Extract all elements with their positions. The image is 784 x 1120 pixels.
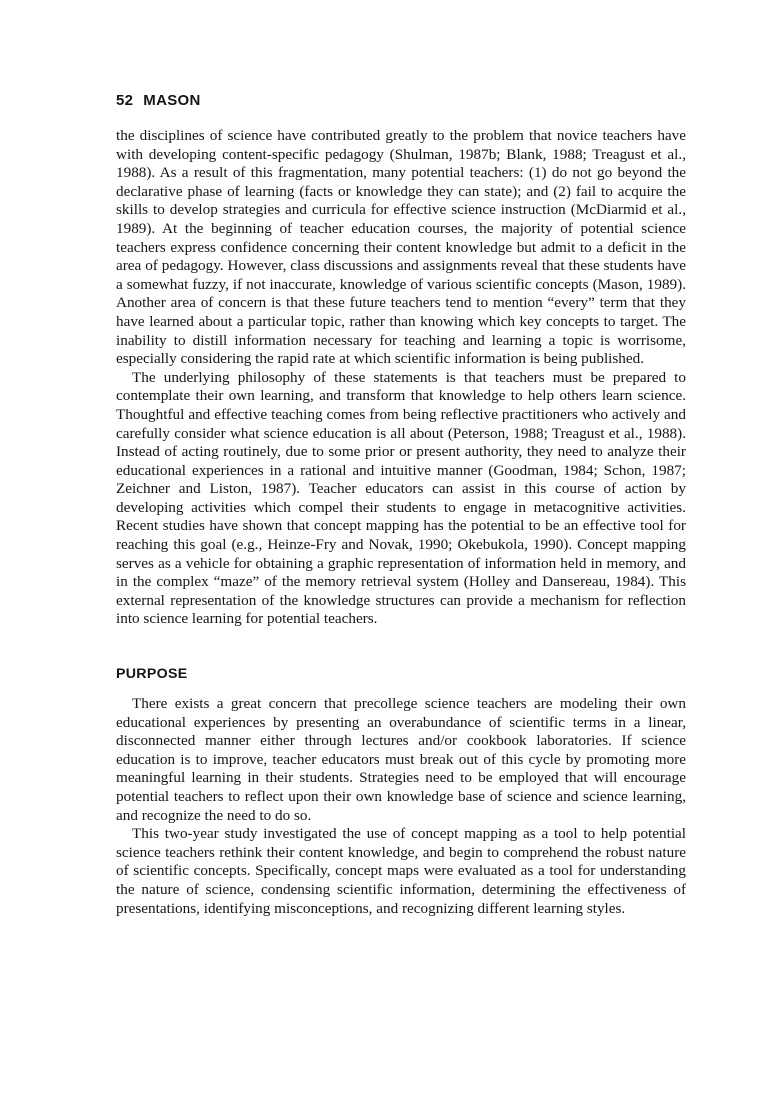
running-head	[116, 92, 686, 110]
paragraph: There exists a great concern that precollege science teachers are modeling their own educational experiences by presenting an overabundance of scientific terms in a linear, disconnected manner either through lectures and/or cookbook laboratories. If science education is to improve, teacher educators must break out of this cycle by promoting more meaningful learning in their students. Strategies need to be employed that will encourage potential teachers to reflect upon their own knowledge base of science and science learning, and recognize the need to do so.	[116, 695, 686, 824]
paragraph: This two-year study investigated the use of concept mapping as a tool to help potential science teachers rethink their content knowledge, and begin to comprehend the robust nature of scientific concepts. Specifically, concept maps were evaluated as a tool for understanding the nature of science, condensing scientific information, determining the effectiveness of presentations, identifying misconceptions, and recognizing different learning styles.	[116, 825, 686, 917]
purpose-section	[116, 695, 686, 918]
page	[116, 92, 686, 918]
section-heading-purpose: PURPOSE	[116, 666, 188, 683]
paragraph: The underlying philosophy of these statements is that teachers must be prepared to contemplate their own learning, and transform that knowledge to help others learn science. Thoughtful and effective teaching comes from being reflective practitioners who actively and carefully consider what science education is all about (Peterson, 1988; Treagust et al., 1988). Instead of acting routinely, due to some prior or present authority, they need to analyze their educational experiences in a rational and intuitive manner (Goodman, 1984; Schon, 1987; Zeichner and Liston, 1987). Teacher educators can assist in this course of action by developing activities which compel their students to engage in metacognitive activities. Recent studies have shown that concept mapping has the potential to be an effective tool for reaching this goal (e.g., Heinze-Fry and Novak, 1990; Okebukola, 1990). Concept mapping serves as a vehicle for obtaining a graphic representation of information held in memory, and in the complex “maze” of the memory retrieval system (Holley and Dansereau, 1984). This external representation of the knowledge structures can provide a mechanism for reflection into science learning for potential teachers.	[116, 368, 686, 628]
intro-section	[116, 127, 686, 629]
page-number: 52	[116, 92, 134, 109]
running-title: MASON	[143, 92, 201, 109]
paragraph: the disciplines of science have contributed greatly to the problem that novice teachers have with developing content-specific pedagogy (Shulman, 1987b; Blank, 1988; Treagust et al., 1988). As a result of this fragmentation, many potential teachers: (1) do not go beyond the declarative phase of learning (facts or knowledge they can state); and (2) fail to acquire the skills to develop strategies and curricula for effective science instruction (McDiarmid et al., 1989). At the beginning of teacher education courses, the majority of potential science teachers express confidence concerning their content knowledge but admit to a deficit in the area of pedagogy. However, class discussions and assignments reveal that these students have a somewhat fuzzy, if not inaccurate, knowledge of various scientific concepts (Mason, 1989). Another area of concern is that these future teachers tend to mention “every” term that they have learned about a particular topic, rather than knowing which key concepts to target. The inability to distill information necessary for teaching and learning a topic is worrisome, especially considering the rapid rate at which scientific information is being published.	[116, 127, 686, 368]
